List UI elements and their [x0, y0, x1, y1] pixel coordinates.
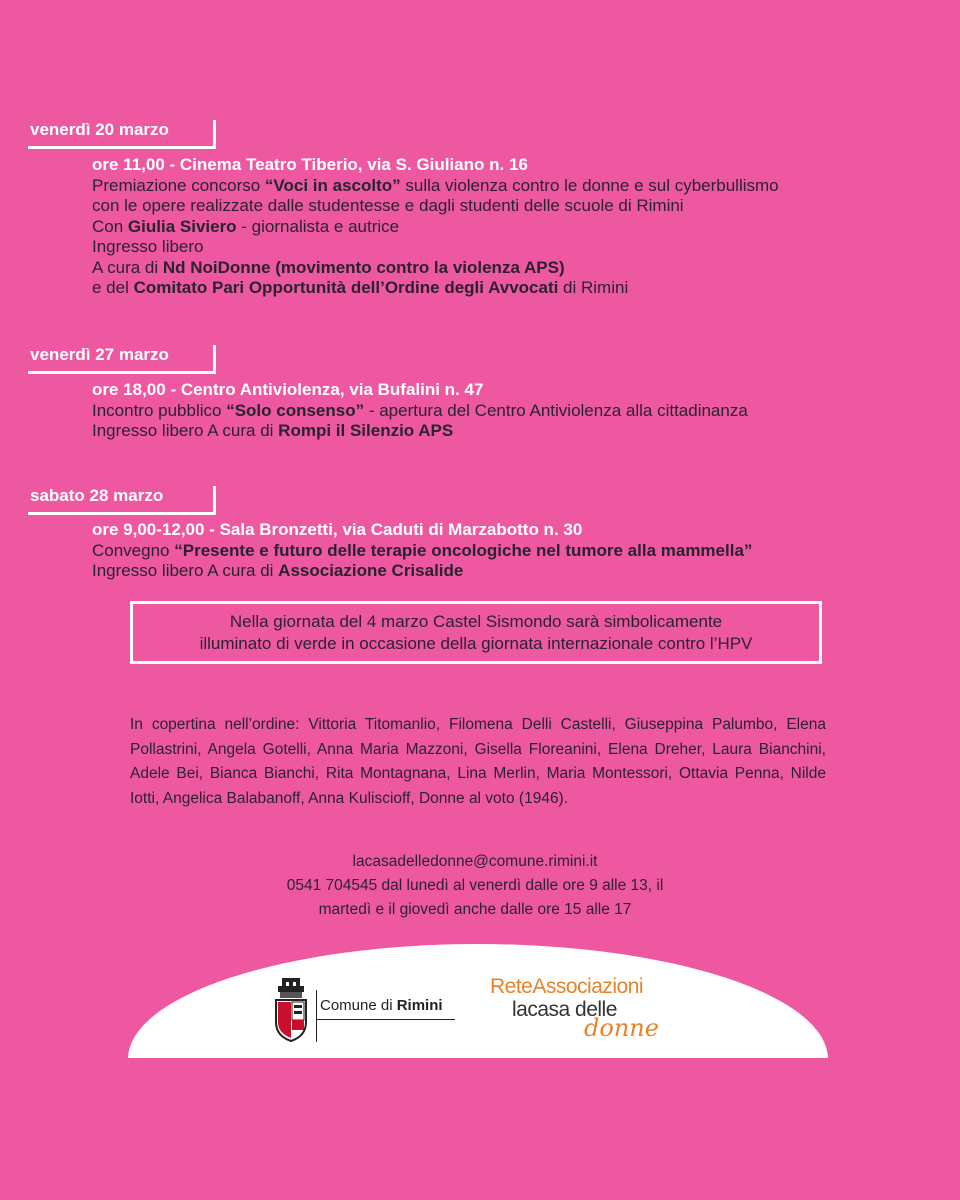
- event-1-line-2: con le opere realizzate dalle studentesse e dagli studenti delle scuole di Rimini: [92, 196, 684, 215]
- lacasa-delle-logo-text: lacasa delle: [512, 998, 617, 1021]
- contact-info: [240, 850, 710, 922]
- event-3-time-place: ore 9,00-12,00 - Sala Bronzetti, via Caduti di Marzabotto n. 30: [92, 520, 583, 539]
- hpv-notice-box: [130, 601, 822, 664]
- notice-line-2: illuminato di verde in occasione della giornata internazionale contro l’HPV: [199, 634, 753, 653]
- event-2-time-place: ore 18,00 - Centro Antiviolenza, via Bufalini n. 47: [92, 380, 484, 399]
- contact-phone-hours: 0541 704545 dal lunedì al venerdì dalle ore 9 alle 13, il: [286, 877, 664, 894]
- event-2-title: “Solo consenso”: [226, 400, 365, 420]
- date-label-3: sabato 28 marzo: [30, 486, 164, 505]
- contact-hours-extra: martedì e il giovedì anche dalle ore 15 alle 17: [318, 901, 632, 918]
- event-1-organizer: Nd NoiDonne (movimento contro la violenza APS): [162, 257, 565, 277]
- date-tick-2: [213, 345, 216, 373]
- contact-email[interactable]: lacasadelledonne@comune.rimini.it: [352, 853, 598, 870]
- event-2: [92, 380, 748, 442]
- event-1-title: “Voci in ascolto”: [264, 175, 401, 195]
- date-underline-2: [28, 371, 216, 374]
- event-1: [92, 155, 779, 299]
- cover-credits: In copertina nell’ordine: Vittoria Titomanlio, Filomena Delli Castelli, Giuseppina Palumbo, Elena Pollastrini, Angela Gotelli, Anna Maria Mazzoni, Gisella Floreanini, Elena Dreher, Laura Bianchini, Adele Bei, Bianca Bianchi, Rita Montagnana, Lina Merlin, Maria Montessori, Ottavia Penna, Nilde Iotti, Angelica Balabanoff, Anna Kuliscioff, Donne al voto (1946).: [130, 716, 826, 807]
- event-2-line-2: Ingresso libero A cura di Rompi il Silenzio APS: [92, 421, 454, 440]
- comune-divider: [316, 990, 317, 1042]
- comune-crest-icon: [272, 978, 310, 1042]
- comune-underline: [316, 1019, 455, 1020]
- event-3-line-2: Ingresso libero A cura di Associazione Crisalide: [92, 561, 464, 580]
- rete-associazioni-logo-text: ReteAssociazioni: [490, 975, 644, 998]
- date-underline-3: [28, 512, 216, 515]
- event-1-time-place: ore 11,00 - Cinema Teatro Tiberio, via S. Giuliano n. 16: [92, 155, 528, 174]
- event-1-line-5: A cura di Nd NoiDonne (movimento contro la violenza APS): [92, 257, 565, 277]
- event-3: [92, 520, 752, 582]
- event-3-line-1: Convegno “Presente e futuro delle terapie oncologiche nel tumore alla mammella”: [92, 540, 753, 560]
- event-1-co-organizer: Comitato Pari Opportunità dell’Ordine degli Avvocati: [133, 278, 559, 297]
- date-tick-1: [213, 120, 216, 148]
- event-3-organizer: Associazione Crisalide: [278, 561, 464, 580]
- event-1-line-3: Con Giulia Siviero - giornalista e autrice: [92, 216, 400, 236]
- event-2-line-1: Incontro pubblico “Solo consenso” - apertura del Centro Antiviolenza alla cittadinanza: [92, 400, 748, 420]
- event-1-guest: Giulia Siviero: [127, 216, 237, 236]
- date-label-2: venerdì 27 marzo: [30, 345, 169, 364]
- comune-di-rimini-logo-text: Comune di Rimini: [320, 997, 443, 1014]
- event-2-organizer: Rompi il Silenzio APS: [278, 421, 454, 440]
- date-label-1: venerdì 20 marzo: [30, 120, 169, 139]
- notice-line-1: Nella giornata del 4 marzo Castel Sismondo sarà simbolicamente: [229, 612, 723, 631]
- event-3-title: “Presente e futuro delle terapie oncologiche nel tumore alla mammella”: [174, 540, 753, 560]
- donne-logo-text: donne: [584, 1014, 659, 1042]
- date-tick-3: [213, 486, 216, 514]
- date-underline-1: [28, 146, 216, 149]
- event-1-line-1: Premiazione concorso “Voci in ascolto” sulla violenza contro le donne e sul cyberbullismo: [92, 175, 779, 195]
- event-1-line-4: Ingresso libero: [92, 237, 204, 256]
- oval-mask: [100, 1058, 860, 1200]
- event-1-line-6: e del Comitato Pari Opportunità dell’Ordine degli Avvocati di Rimini: [92, 278, 629, 297]
